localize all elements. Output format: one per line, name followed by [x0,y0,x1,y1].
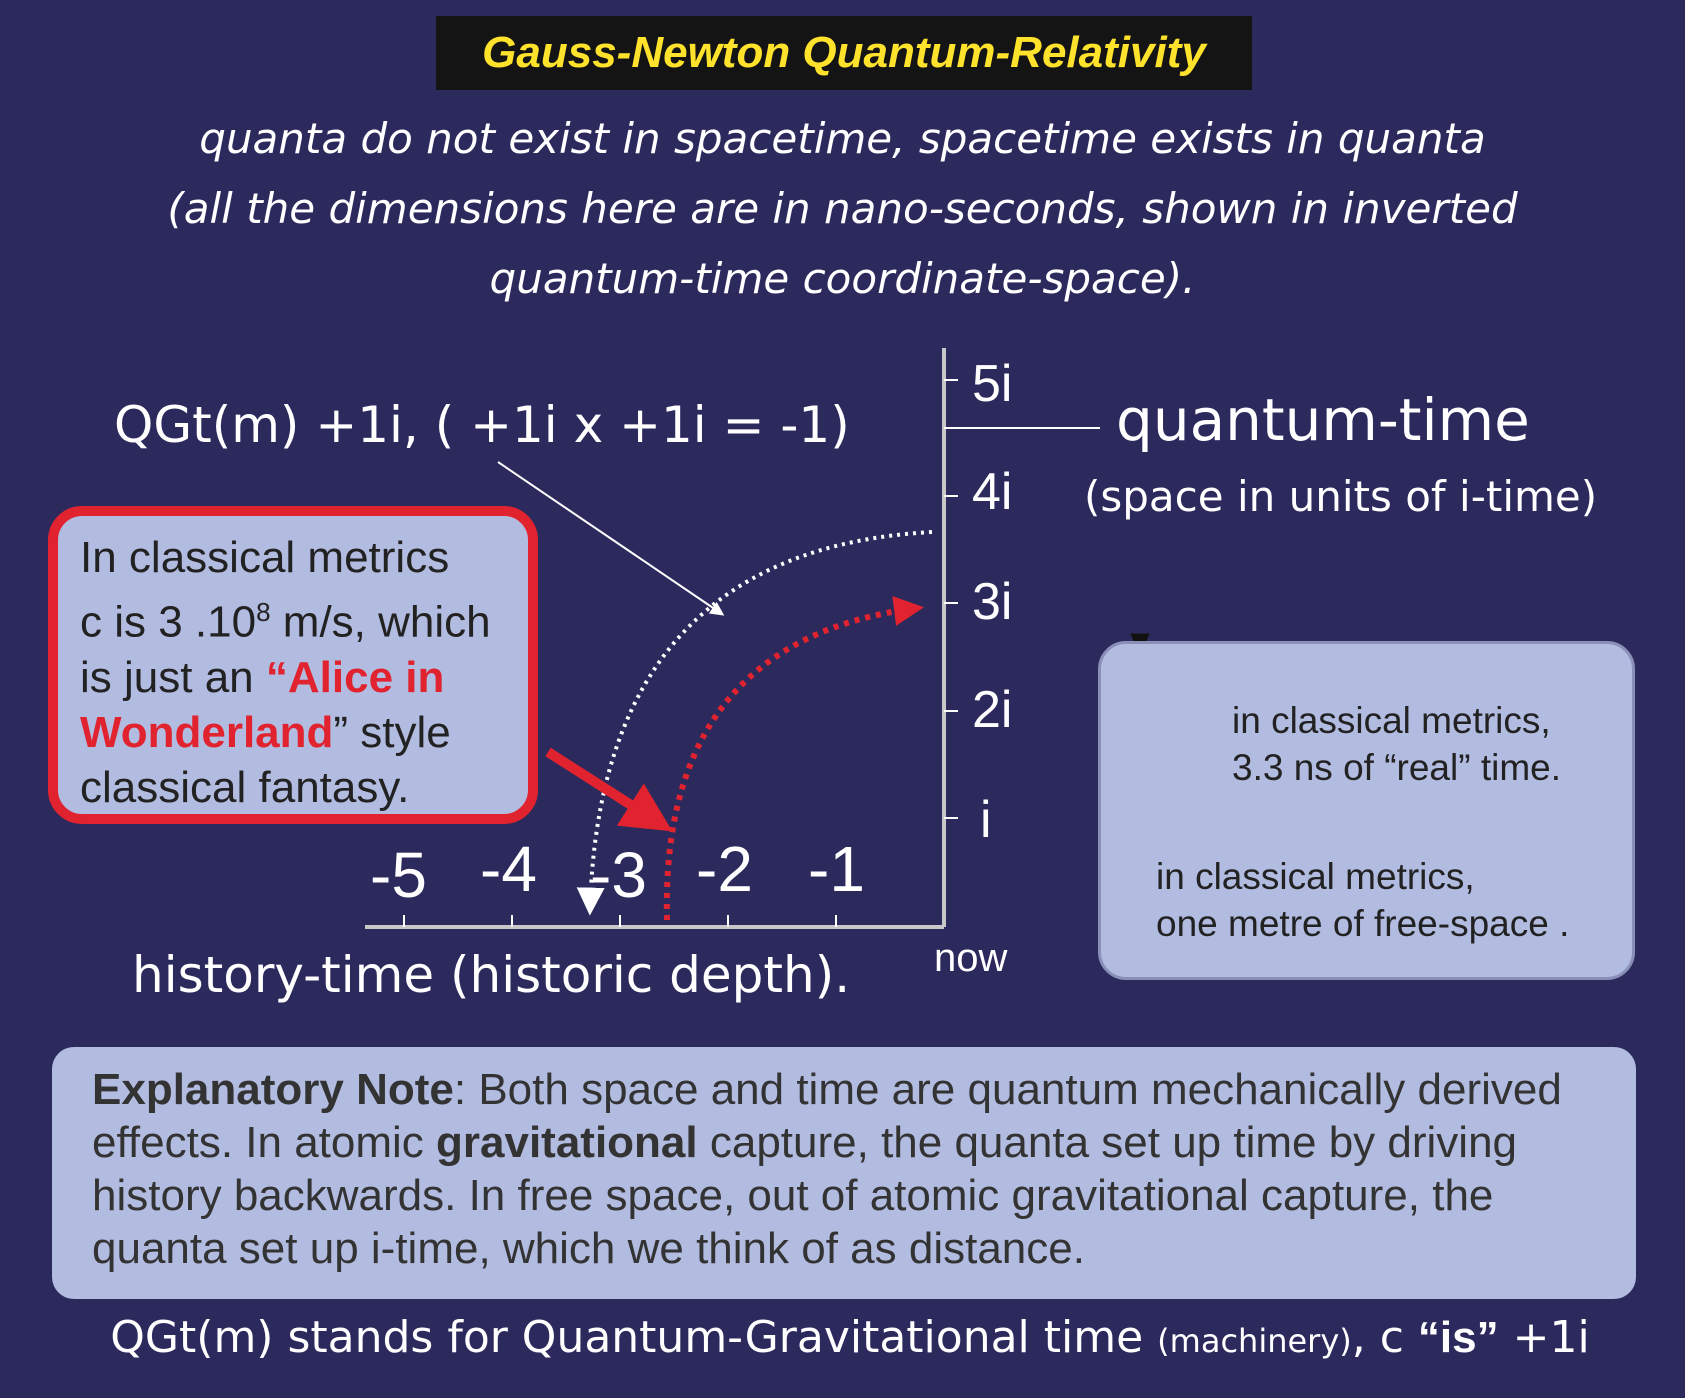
legend-horizontal-line-2: 3.3 ns of “real” time. [1232,747,1562,788]
x-tick-label: -3 [590,839,647,911]
callout-alice-text: “Alice in [265,652,445,702]
explanatory-note [52,1047,1636,1299]
title: Gauss-Newton Quantum-Relativity [482,28,1206,77]
x-tick-label: -1 [808,833,865,905]
y-tick-label: 2i [972,681,1013,739]
y-tick-label: 4i [972,463,1013,521]
callout-wonderland-text: Wonderland [80,707,334,757]
legend-horizontal-line-1: in classical metrics, [1232,700,1551,741]
callout-line-2 [80,585,528,650]
x-tick-label: -4 [480,833,537,905]
y-tick-label: i [980,791,992,849]
callout-line-3 [80,650,528,705]
legend-vertical-line-1: in classical metrics, [1156,856,1475,897]
x-tick-label: -2 [696,833,753,905]
callout-line-4-tail: ” style [333,707,451,757]
note-text-1: : Both space and time are quantum mechanically derived effects. In atomic [92,1065,1562,1167]
x-tick-label: -5 [370,839,427,911]
y-tick-label: 3i [972,573,1013,631]
footer-is: “is” [1417,1313,1499,1362]
subtitle-line-1: quanta do not exist in spacetime, spacetime exists in quanta [199,114,1486,163]
origin-label: now [934,936,1008,980]
callout-pointer-arrow [548,752,664,826]
subtitle-line-3: quantum-time coordinate-space). [489,254,1196,303]
callout-line-2-text: c is 3 .10 [80,597,257,647]
note-bold-word: gravitational [436,1118,698,1167]
legend-vertical-line-2: one metre of free-space . [1156,903,1570,944]
callout-line-4 [80,705,528,760]
callout-exponent: 8 [256,597,271,627]
footer-tail-a: , c [1351,1312,1418,1363]
footer [60,1312,1640,1363]
note-text-2: capture, the quanta set up time by driving history backwards. In free space, out of atomic gravitational capture, the quanta set up i-time, which we think of as distance. [92,1118,1518,1273]
callout-line-5: classical fantasy. [80,762,410,812]
y-axis-sublabel: (space in units of i-time) [1084,472,1598,521]
qgt-label: QGt(m) +1i, ( +1i x +1i = -1) [114,396,850,454]
y-tick-label: 5i [972,355,1013,413]
footer-main: QGt(m) stands for Quantum-Gravitational time [110,1312,1144,1363]
callout-line-2-tail: m/s, which [270,597,491,647]
callout-line-3-text: is just an [80,652,266,702]
note-label: Explanatory Note [92,1065,454,1114]
x-axis-label: history-time (historic depth). [132,946,851,1004]
callout-line-1: In classical metrics [80,533,450,582]
footer-tail-b: +1i [1498,1312,1590,1363]
y-axis-ticks [944,380,958,818]
y-axis-label: quantum-time [1116,386,1530,454]
classical-fantasy-callout [48,506,538,824]
subtitle-line-2: (all the dimensions here are in nano-seconds, shown in inverted [167,184,1518,233]
footer-small: (machinery) [1157,1322,1352,1360]
